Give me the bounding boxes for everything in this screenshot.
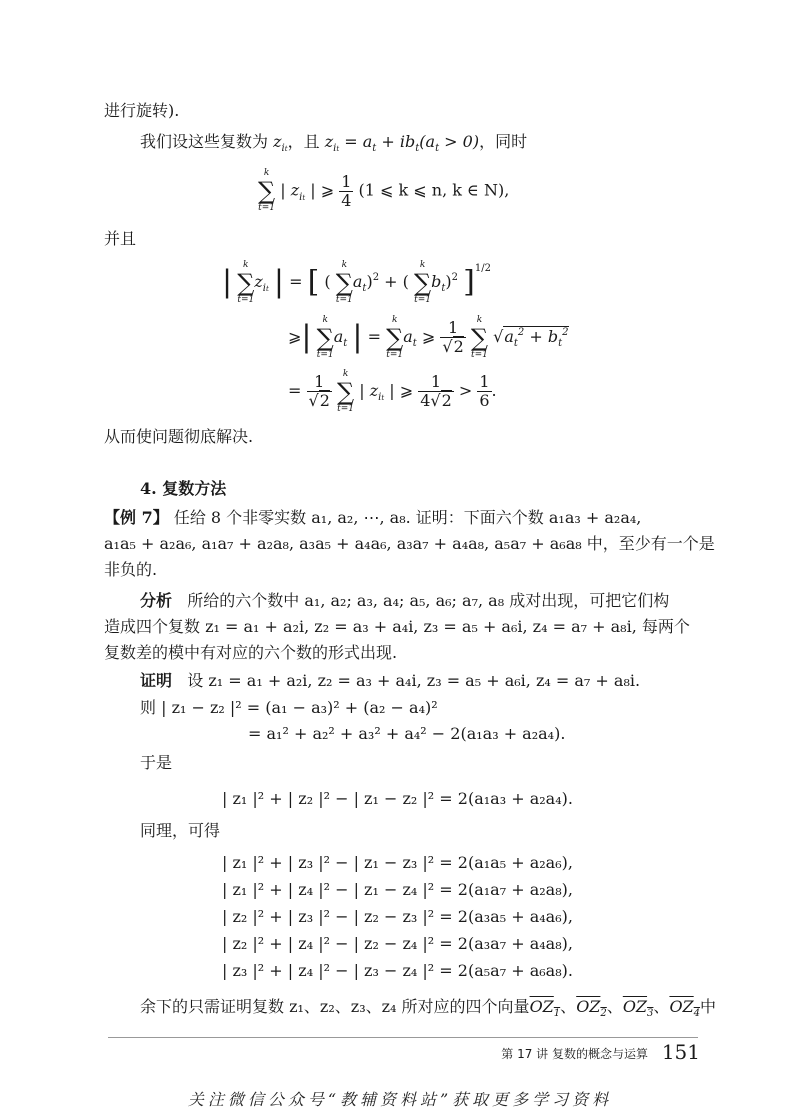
text-line: 于是	[140, 753, 173, 772]
vector-oz4: $OZ_4$	[669, 997, 701, 1019]
sum-symbol: k ∑ t=1	[258, 168, 276, 213]
proof-label: 证明	[140, 671, 173, 690]
section-title: 4. 复数方法	[140, 479, 227, 498]
equation-line: ⩾| k ∑ t=1 $a_t$ | = k ∑ t=1 $a_t$ ⩾ $\frac{1}{√2}$ k ∑ t=1 $√a_t^2 + b_t^2$	[288, 314, 569, 360]
system-equation: | z₁ |² + | z₃ |² − | z₁ − z₃ |² = 2(a₁a₅ + a₂a₆),	[222, 853, 573, 872]
vector-oz3: $OZ_3$	[622, 997, 654, 1019]
text-span: 余下的只需证明复数 z₁、z₂、z₃、z₄ 所对应的四个向量	[140, 997, 530, 1016]
text-line: 从而使问题彻底解决.	[104, 427, 254, 446]
system-equation: | z₃ |² + | z₄ |² − | z₃ − z₄ |² = 2(a₅a₇ + a₆a₈).	[222, 961, 573, 980]
equation-line: | z₁ |² + | z₂ |² − | z₁ − z₂ |² = 2(a₁a₃ + a₂a₄).	[222, 789, 573, 808]
text-span: 所给的六个数中 a₁, a₂; a₃, a₄; a₅, a₆; a₇, a₈ 成对出现，可把它们构	[187, 591, 670, 610]
text-line: 复数差的模中有对应的六个数的形式出现.	[104, 643, 398, 662]
analysis-line	[140, 590, 669, 612]
text-line: 同理，可得	[140, 821, 221, 840]
running-head: 第 17 讲 复数的概念与运算	[501, 1047, 648, 1061]
proof-line	[140, 670, 640, 692]
system-equation: | z₂ |² + | z₃ |² − | z₂ − z₃ |² = 2(a₃a₅ + a₄a₆),	[222, 907, 573, 926]
math: $z_{it} = a_t + ib_t(a_t > 0)$	[324, 132, 480, 154]
vector-oz2: $OZ_2$	[576, 997, 607, 1019]
vector-oz1: $OZ_1$	[529, 997, 561, 1019]
text-span: 中	[700, 997, 717, 1016]
equation-line: | k ∑ t=1 $z_{it}$ | = [ ( k ∑ t=1 $a_t)^2$ + ( k ∑ t=1 $b_t)^2$ ]$^{1/2}$	[222, 259, 491, 305]
fraction: $\frac{1}{4}$	[341, 171, 352, 210]
math-line: 则 | z₁ − z₂ |² = (a₁ − a₃)² + (a₂ − a₄)²	[140, 698, 438, 717]
text-line: 并且	[104, 229, 137, 248]
text-span: 我们设这些复数为	[140, 132, 269, 151]
equation-sum-bound: k ∑ t=1 | $z_{it}$ | ⩾ $\frac{1}{4}$ (1 ⩽ k ⩽ n, k ∈ N),	[258, 168, 510, 213]
text-line: a₁a₅ + a₂a₆, a₁a₇ + a₂a₈, a₃a₅ + a₄a₆, a₃a₇ + a₄a₈, a₅a₇ + a₆a₈ 中，至少有一个是	[104, 534, 715, 553]
footer-rule	[108, 1037, 698, 1038]
text-line: 余下的只需证明复数 z₁、z₂、z₃、z₄ 所对应的四个向量$OZ_1$、$OZ_2$、$OZ_3$、$OZ_4$中	[140, 997, 717, 1019]
system-equation: | z₁ |² + | z₄ |² − | z₁ − z₄ |² = 2(a₁a₇ + a₂a₈),	[222, 880, 573, 899]
text-span: ，同时	[479, 132, 528, 151]
text-span: 任给 8 个非零实数 a₁, a₂, ⋯, a₈. 证明：下面六个数 a₁a₃ + a₂a₄,	[173, 508, 642, 527]
math: $z_{it}$	[273, 132, 288, 154]
equation-line: = $\frac{1}{√2}$ k ∑ t=1 | $z_{it}$ | ⩾ $\frac{1}{4√2}$ > $\frac{1}{6}$ .	[288, 368, 497, 414]
example-line	[104, 507, 641, 529]
math-line: = a₁² + a₂² + a₃² + a₄² − 2(a₁a₃ + a₂a₄).	[248, 724, 566, 743]
text-line: 进行旋转).	[104, 101, 180, 120]
example-label: 【例 7】	[104, 508, 169, 527]
text-line: 造成四个复数 z₁ = a₁ + a₂i, z₂ = a₃ + a₄i, z₃ = a₅ + a₆i, z₄ = a₇ + a₈i, 每两个	[104, 617, 690, 636]
text-line: 非负的.	[104, 560, 158, 579]
analysis-label: 分析	[140, 591, 173, 610]
text-line	[140, 131, 527, 156]
condition: (1 ⩽ k ⩽ n, k ∈ N),	[358, 180, 510, 200]
text-span: 设 z₁ = a₁ + a₂i, z₂ = a₃ + a₄i, z₃ = a₅ + a₆i, z₄ = a₇ + a₈i.	[187, 671, 641, 690]
page-number: 151	[661, 1040, 700, 1064]
system-equation: | z₂ |² + | z₄ |² − | z₂ − z₄ |² = 2(a₃a₇ + a₄a₈),	[222, 934, 573, 953]
watermark: 关注微信公众号“教辅资料站”获取更多学习资料	[187, 1090, 613, 1109]
text-span: ，且	[287, 132, 320, 151]
